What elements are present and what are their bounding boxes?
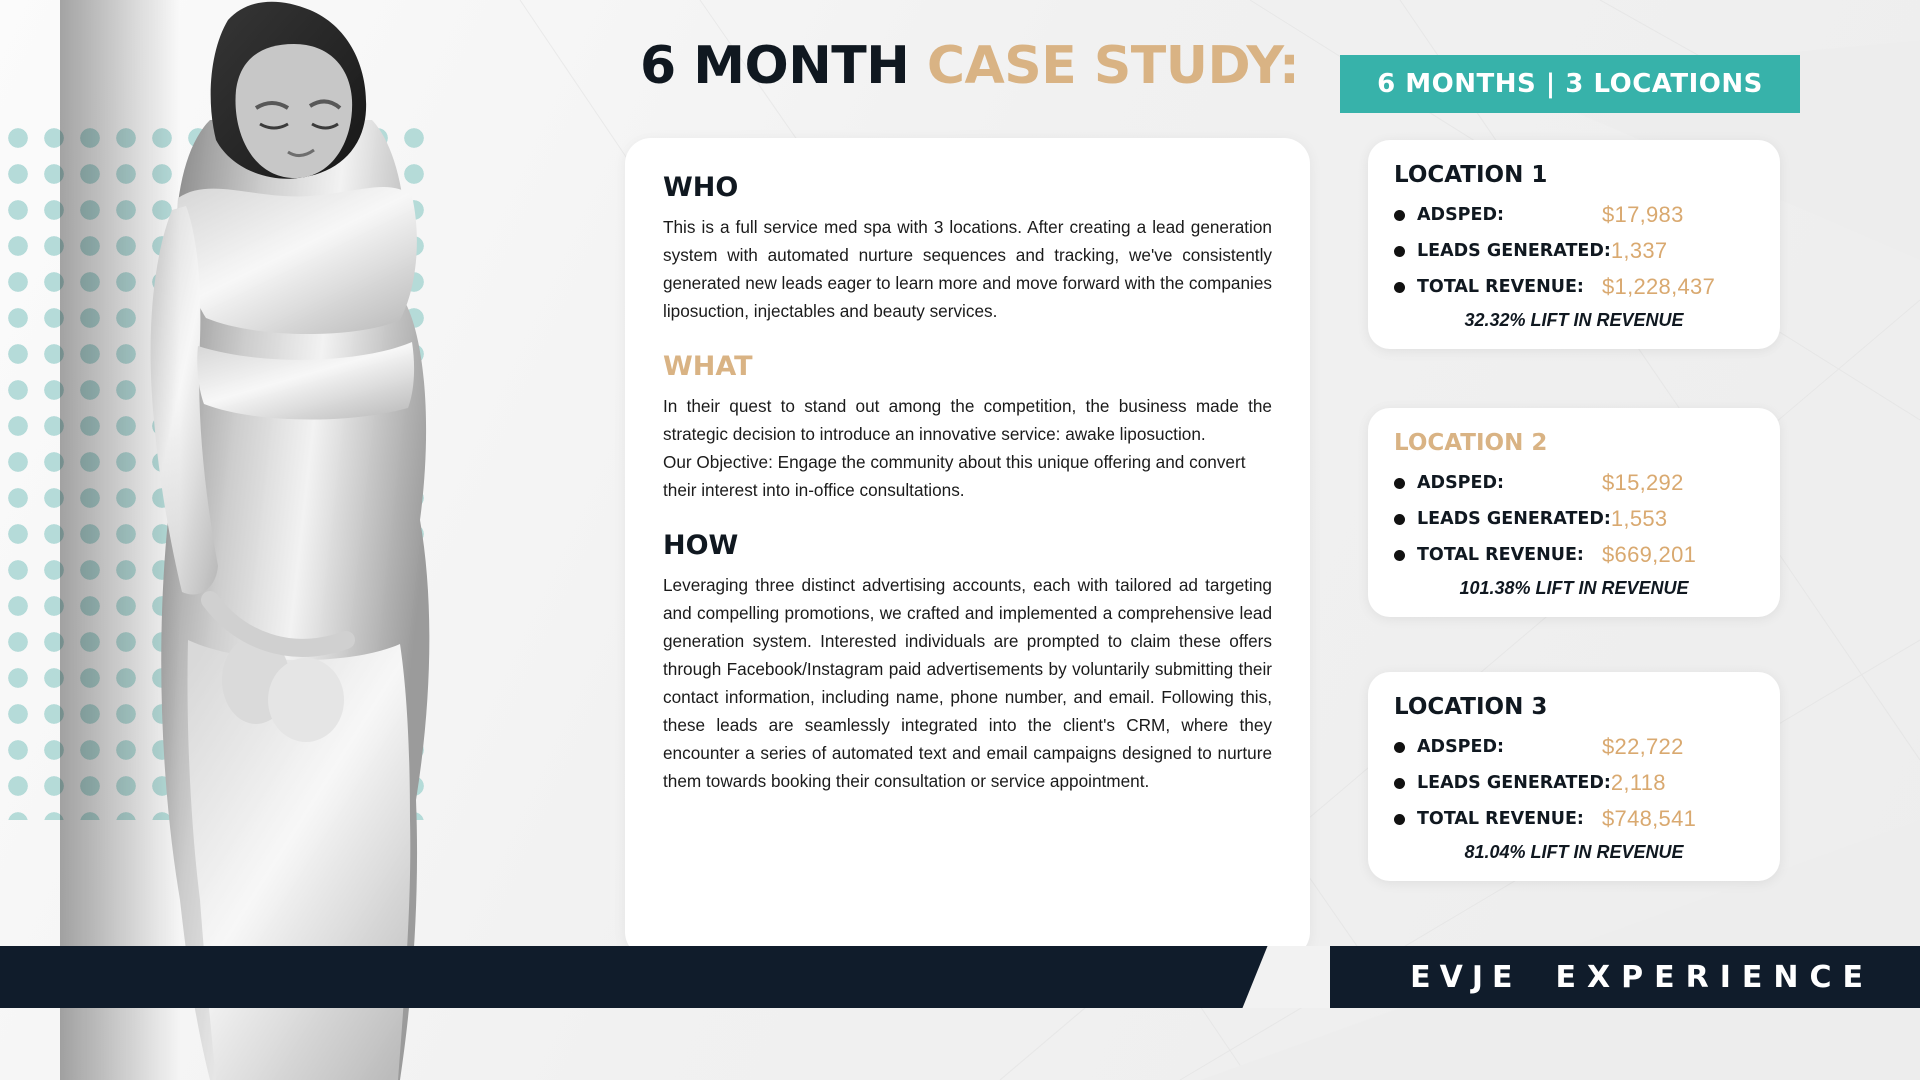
metric-label: LEADS GENERATED: [1417,773,1611,793]
metric-label: ADSPED: [1417,473,1504,493]
section-what-body-2: Our Objective: Engage the community about this unique offering and convert their interest into in-office consultations. [663,452,1246,501]
location-3-metric-revenue [1394,806,1754,832]
location-card-2 [1368,408,1780,617]
metric-label: ADSPED: [1417,737,1504,757]
location-card-3 [1368,672,1780,881]
bullet-icon [1394,550,1405,561]
content-card [625,138,1310,958]
metric-label: LEADS GENERATED: [1417,241,1611,261]
metric-value: 2,118 [1610,770,1666,795]
metric-value: 1,337 [1610,238,1668,263]
bullet-icon [1394,210,1405,221]
location-1-metric-leads [1394,238,1754,264]
section-what-body-1: In their quest to stand out among the competition, the business made the strategic decision to introduce an innovative service: awake liposuction. [663,396,1272,445]
location-3-metric-adspend [1394,734,1754,760]
section-who-title: WHO [663,172,739,203]
location-3-title: LOCATION 3 [1394,694,1548,720]
location-3-metric-leads [1394,770,1754,796]
footer-brand-name: EVJE [1410,959,1522,995]
page-title-part2: CASE STUDY: [926,36,1300,96]
location-2-metric-leads [1394,506,1754,532]
months-locations-banner [1340,55,1800,113]
metric-value: $1,228,437 [1602,274,1716,299]
location-1-metric-adspend [1394,202,1754,228]
metric-value: $748,541 [1602,806,1697,831]
bullet-icon [1394,778,1405,789]
location-3-lift: 81.04% LIFT IN REVENUE [1464,842,1684,862]
bullet-icon [1394,282,1405,293]
hero-photo-panel [0,0,580,1080]
location-1-title: LOCATION 1 [1394,162,1548,188]
footer-brand-word: EXPERIENCE [1555,959,1874,995]
metric-value: $669,201 [1602,542,1697,567]
section-how-title: HOW [663,530,739,562]
bullet-icon [1394,814,1405,825]
metric-label: TOTAL REVENUE: [1417,277,1584,297]
metric-label: TOTAL REVENUE: [1417,545,1584,565]
location-1-metric-revenue [1394,274,1754,300]
location-2-lift: 101.38% LIFT IN REVENUE [1459,578,1689,598]
bullet-icon [1394,246,1405,257]
metric-value: $15,292 [1602,470,1684,495]
metric-value: $22,722 [1602,734,1684,759]
location-2-metric-adspend [1394,470,1754,496]
bullet-icon [1394,478,1405,489]
section-what-title: WHAT [663,351,753,383]
location-2-title: LOCATION 2 [1394,430,1548,456]
metric-label: TOTAL REVENUE: [1417,809,1584,829]
section-how-body: Leveraging three distinct advertising accounts, each with tailored ad targeting and compelling promotions, we crafted and implemented a comprehensive lead generation system. Interested individuals are prompted to claim these offers through Facebook/Instagram paid advertisements by voluntarily submitting their contact information, including name, phone number, and email. Following this, these leads are seamlessly integrated into the client's CRM, where they encounter a series of automated text and email campaigns designed to nurture them towards booking their consultation or service appointment. [663,575,1272,792]
metric-value: $17,983 [1602,202,1684,227]
location-1-lift: 32.32% LIFT IN REVENUE [1464,310,1684,330]
metric-label: LEADS GENERATED: [1417,509,1611,529]
banner-label: 6 MONTHS | 3 LOCATIONS [1377,69,1763,99]
footer-branding [1410,946,1874,1008]
bullet-icon [1394,514,1405,525]
model-photo [60,0,530,1080]
location-card-1 [1368,140,1780,349]
page-title [640,36,1300,96]
bullet-icon [1394,742,1405,753]
metric-value: 1,553 [1610,506,1668,531]
section-who-body: This is a full service med spa with 3 locations. After creating a lead generation system with automated nurture sequences and tracking, we've consistently generated new leads eager to learn more and move forward with the companies liposuction, injectables and beauty services. [663,217,1272,322]
footer-bar-left [0,946,1330,1008]
metric-label: ADSPED: [1417,205,1504,225]
location-2-metric-revenue [1394,542,1754,568]
page-title-part1: 6 MONTH [640,36,927,96]
